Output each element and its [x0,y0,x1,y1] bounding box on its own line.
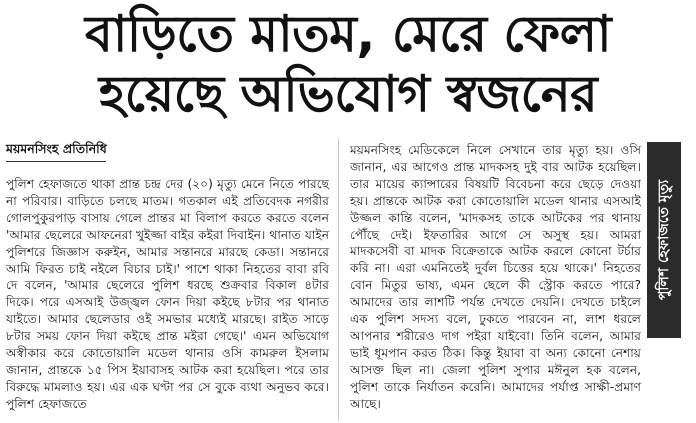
body-paragraph-left: পুলিশ হেফাজতে থাকা প্রান্ত চন্দ্র দের (২০) মৃত্যু মেনে নিতে পারছে না পরিবার। বাড়িতে চলছে মাতম। গতকাল এই প্রতিবেদক নগরীর গোলপুকুরপাড় বাসায় গেলে প্রান্তর মা বিলাপ করতে করতে বলেন 'আমার ছেলেরে আফনেরা খুইজ্জা বাইর কইরা দিবাইন। থানাত যাইন পুলিশরে জিজ্ঞাস করুইন, আমার সন্তানরে মারছে কেডা। সন্তানরে আমি ফিরত চাই নইলে বিচার চাই।' পাশে থাকা নিহতের বাবা রবি দে বলেন, 'আমার ছেলেরে পুলিশ ধরছে শুক্রবার বিকাল ৪টার দিকে। পরে এসআই উজ্জ্বল ফোন দিয়া কইছে ৮টার পর থানাত যাইতে। আমার ছেলেডার ওই সমভার মধ্যেই মারছে। রাইত সাড়ে ৮টার সময় ফোন দিয়া কইছে প্রান্ত মইরা গেছে।' এমন অভিযোগ অস্বীকার করে কোতোয়ালি মডেল থানার ওসি কামরুল ইসলাম জানান, প্রান্তকে ১৫ পিস ইয়াবাসহ আটক করা হয়েছিল। পরে তার বিরুদ্ধে মামলাও হয়। এর এক ঘণ্টা পর সে বুকে ব্যথা অনুভব করে। পুলিশ হেফাজতে [6,177,329,411]
byline: ময়মনসিংহ প্রতিনিধি [6,141,107,156]
column-divider [338,138,339,421]
body-paragraph-right: ময়মনসিংহ মেডিকেলে নিলে সেখানে তার মৃত্যু হয়। ওসি জানান, এর আগেও প্রান্ত মাদকসহ দুই বার আটক হয়েছিল। তার মায়ের ক্যান্সারের বিষয়টি বিবেচনা করে ছেড়ে দেওয়া হয়। প্রান্তকে আটক করা কোতোয়ালি মডেল থানার এসআই উজ্জল কান্তি বলেন, 'মাদকসহ তাকে আটকের পর থানায় পৌঁছে দেই। ইফতারির আগে সে অসুস্থ হয়। আমরা মাদকসেবী বা মাদক বিক্রেতাকে আটক করলে কোনো টর্চার করি না। এরা এমনিতেই দুর্বল চিত্তের হয়ে থাকে।' নিহতের বোন মিতুর ভাষ্য, এমন ছেলে কী স্ট্রোক করতে পারে? আমাদের তার লাশটি পর্যন্ত দেখতে দেয়নি। দেখতে চাইলে এক পুলিশ সদস্য বলে, ঢুকতে পারবেন না, লাশ ধরলে আপনার শরীরেও দাগ পইরা যাইবো। তিনি বলেন, আমার ভাই ধূমপান করত ঠিক। কিন্তু ইয়াবা বা অন্য কোনো নেশায় আসক্ত ছিল না। জেলা পুলিশ সুপার মঈনুল হক বলেন, পুলিশ তাকে নির্যাতন করেনি। আমাদের পর্যাপ্ত সাক্ষী-প্রমাণ আছে। [350,143,641,411]
body-column-left [6,176,329,413]
section-tag-label: পুলিশ হেফাজতে মৃত্যু [656,179,673,301]
headline-line-1: বাড়িতে মাতম, মেরে ফেলা [85,5,611,63]
headline-line-2: হয়েছে অভিযোগ স্বজনের [98,65,598,123]
body-column-right [350,142,641,413]
byline-underline [6,161,106,162]
section-tag [647,142,681,338]
headline [0,4,696,124]
